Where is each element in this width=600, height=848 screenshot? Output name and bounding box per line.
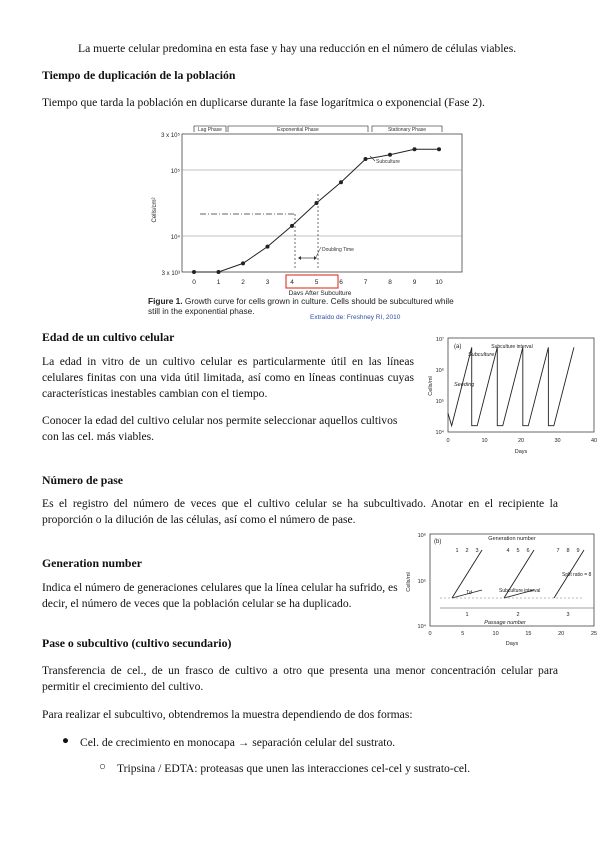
x-tick: 15 bbox=[525, 631, 532, 637]
y-tick: 10⁷ bbox=[435, 337, 444, 343]
x-tick: 2 bbox=[241, 279, 245, 286]
growth-curve-point bbox=[339, 180, 343, 184]
passage-label: Passage number bbox=[484, 620, 526, 626]
growth-curve-point bbox=[217, 270, 221, 274]
x-tick: 7 bbox=[363, 279, 368, 286]
x-tick: 0 bbox=[192, 279, 196, 286]
x-tick: 6 bbox=[339, 279, 343, 286]
generation-chart bbox=[400, 528, 600, 646]
x-tick: 5 bbox=[461, 631, 465, 637]
generation-figure bbox=[400, 528, 600, 646]
figure-1-caption-text: Growth curve for cells grown in culture. Cells should be subcultured while still in the exponential phase. bbox=[148, 296, 454, 316]
y-tick: 10⁴ bbox=[417, 624, 426, 630]
generation-number: 1 bbox=[455, 548, 459, 554]
subculture-figure bbox=[424, 332, 600, 454]
y-axis-label: Cells/ml bbox=[428, 376, 434, 396]
x-axis-label: Days bbox=[505, 641, 519, 646]
y-axis-label: Cells/ml bbox=[406, 572, 412, 592]
x-tick: 4 bbox=[290, 279, 294, 286]
generation-number: 9 bbox=[576, 548, 580, 554]
stationary-phase-label: Stationary Phase bbox=[387, 127, 427, 133]
x-tick: 3 bbox=[265, 279, 270, 286]
heading-generation-number: Generation number bbox=[42, 556, 142, 570]
sub-bullet-circle: ○ bbox=[99, 760, 107, 773]
generation-number: 2 bbox=[465, 548, 469, 554]
heading-doubling-time: Tiempo de duplicación de la población bbox=[42, 68, 236, 82]
bullet-dot: ● bbox=[62, 734, 70, 747]
interval-label: Subculture interval bbox=[491, 344, 533, 350]
x-tick: 25 bbox=[590, 631, 598, 637]
growth-curve-point bbox=[315, 201, 319, 205]
figure-1-caption-label: Figure 1. bbox=[148, 296, 183, 306]
x-tick: 10 bbox=[492, 631, 499, 637]
heading-passage-number: Número de pase bbox=[42, 473, 124, 487]
subculture-label: Subculture bbox=[468, 352, 495, 358]
subculture-paragraph-1: Transferencia de cel., de un frasco de cultivo a otro que presenta una menor concentración celular para permitir el crecimiento del cultivo. bbox=[42, 664, 558, 693]
generation-number-paragraph: Indica el número de generaciones celulares que la línea celular ha sufrido, es decir, el número de veces que la población celular se ha duplicado. bbox=[42, 581, 398, 610]
x-tick: 40 bbox=[590, 438, 598, 444]
growth-curve-figure bbox=[140, 120, 470, 320]
y-tick: 3 x 10⁵ bbox=[161, 133, 180, 139]
y-tick: 10⁵ bbox=[435, 399, 444, 405]
generation-number: 6 bbox=[526, 548, 530, 554]
seeding-label: Seeding bbox=[454, 382, 475, 388]
td-label: Td bbox=[466, 590, 472, 596]
generation-number: 3 bbox=[475, 548, 479, 554]
y-tick: 3 x 10³ bbox=[161, 271, 180, 277]
y-tick: 10⁵ bbox=[170, 169, 180, 175]
interval-label: Subculture interval bbox=[499, 588, 541, 594]
bullet-item-1: Cel. de crecimiento en monocapa → separación celular del sustrato. bbox=[80, 736, 396, 749]
panel-label: (a) bbox=[454, 344, 462, 350]
y-tick: 10⁴ bbox=[170, 235, 180, 241]
subculture-label: Subculture bbox=[376, 159, 400, 165]
heading-subculture: Pase o subcultivo (cultivo secundario) bbox=[42, 636, 232, 650]
growth-curve-line bbox=[194, 149, 439, 272]
growth-curve-point bbox=[364, 157, 368, 161]
generation-number: 4 bbox=[506, 548, 510, 554]
growth-curve-point bbox=[241, 261, 245, 265]
x-tick: 0 bbox=[446, 438, 450, 444]
x-tick: 30 bbox=[554, 438, 561, 444]
subculture-chart bbox=[424, 332, 600, 454]
doubling-label: Doubling Time bbox=[322, 247, 354, 253]
x-axis-label: Days bbox=[514, 449, 528, 454]
passage-number: 3 bbox=[566, 612, 570, 618]
sub-bullet-item-1: Tripsina / EDTA: proteasas que unen las interacciones cel-cel y sustrato-cel. bbox=[117, 762, 471, 775]
x-tick: 20 bbox=[558, 631, 565, 637]
culture-age-paragraph-2: Conocer la edad del cultivo celular nos permite seleccionar aquellos cultivos con las cel. más viables. bbox=[42, 414, 398, 443]
generation-number: 7 bbox=[556, 548, 560, 554]
culture-age-paragraph-1: La edad in vitro de un cultivo celular es particularmente útil en las líneas celulares finitas con una vida útil limitada, así como en líneas continuas cuyas características inestables cambian con el tiempo. bbox=[42, 355, 414, 400]
x-tick: 5 bbox=[314, 279, 319, 286]
y-tick: 10⁵ bbox=[417, 579, 426, 585]
x-tick: 0 bbox=[428, 631, 432, 637]
x-tick: 10 bbox=[435, 279, 443, 286]
growth-curve-point bbox=[413, 147, 417, 151]
intro-paragraph: La muerte celular predomina en esta fase y hay una reducción en el número de células viables. bbox=[78, 42, 517, 55]
y-tick: 10⁶ bbox=[417, 533, 426, 539]
growth-curve-chart bbox=[140, 120, 470, 295]
exponential-phase-label: Exponential Phase bbox=[277, 127, 319, 133]
x-tick: 1 bbox=[216, 279, 221, 286]
doubling-time-paragraph: Tiempo que tarda la población en duplicarse durante la fase logarítmica o exponencial (Fase 2). bbox=[42, 96, 485, 109]
y-axis-label: Cells/cm² bbox=[152, 197, 158, 223]
x-tick: 8 bbox=[388, 279, 392, 286]
growth-curve-point bbox=[192, 270, 196, 274]
figure-1-source: Extraído de: Freshney RI, 2010 bbox=[310, 314, 401, 321]
growth-curve-point bbox=[290, 224, 294, 228]
panel-label: (b) bbox=[434, 539, 442, 545]
x-tick: 9 bbox=[412, 279, 417, 286]
heading-culture-age: Edad de un cultivo celular bbox=[42, 330, 175, 344]
growth-curve-point bbox=[388, 153, 392, 157]
figure-1-caption bbox=[148, 296, 468, 316]
subculture-paragraph-2: Para realizar el subcultivo, obtendremos la muestra dependiendo de dos formas: bbox=[42, 708, 413, 721]
y-tick: 10⁶ bbox=[435, 368, 444, 374]
growth-curve-point bbox=[437, 147, 441, 151]
generation-label: Generation number bbox=[488, 536, 536, 542]
generation-number: 8 bbox=[566, 548, 570, 554]
x-tick: 10 bbox=[481, 438, 488, 444]
split-ratio-label: Split ratio = 8 bbox=[562, 572, 592, 578]
x-tick: 20 bbox=[517, 438, 525, 444]
passage-number: 2 bbox=[516, 612, 520, 618]
y-tick: 10⁴ bbox=[435, 430, 444, 436]
lag-phase-label: Lag Phase bbox=[198, 127, 222, 133]
growth-curve-point bbox=[266, 245, 270, 249]
x-axis-label: Days After Subculture bbox=[288, 290, 352, 295]
generation-number: 5 bbox=[516, 548, 520, 554]
passage-number-paragraph: Es el registro del número de veces que el cultivo celular se ha subcultivado. Anotar en el recipiente la proporción o la dilución de las células, así como el número de pase. bbox=[42, 497, 558, 526]
passage-number: 1 bbox=[465, 612, 469, 618]
